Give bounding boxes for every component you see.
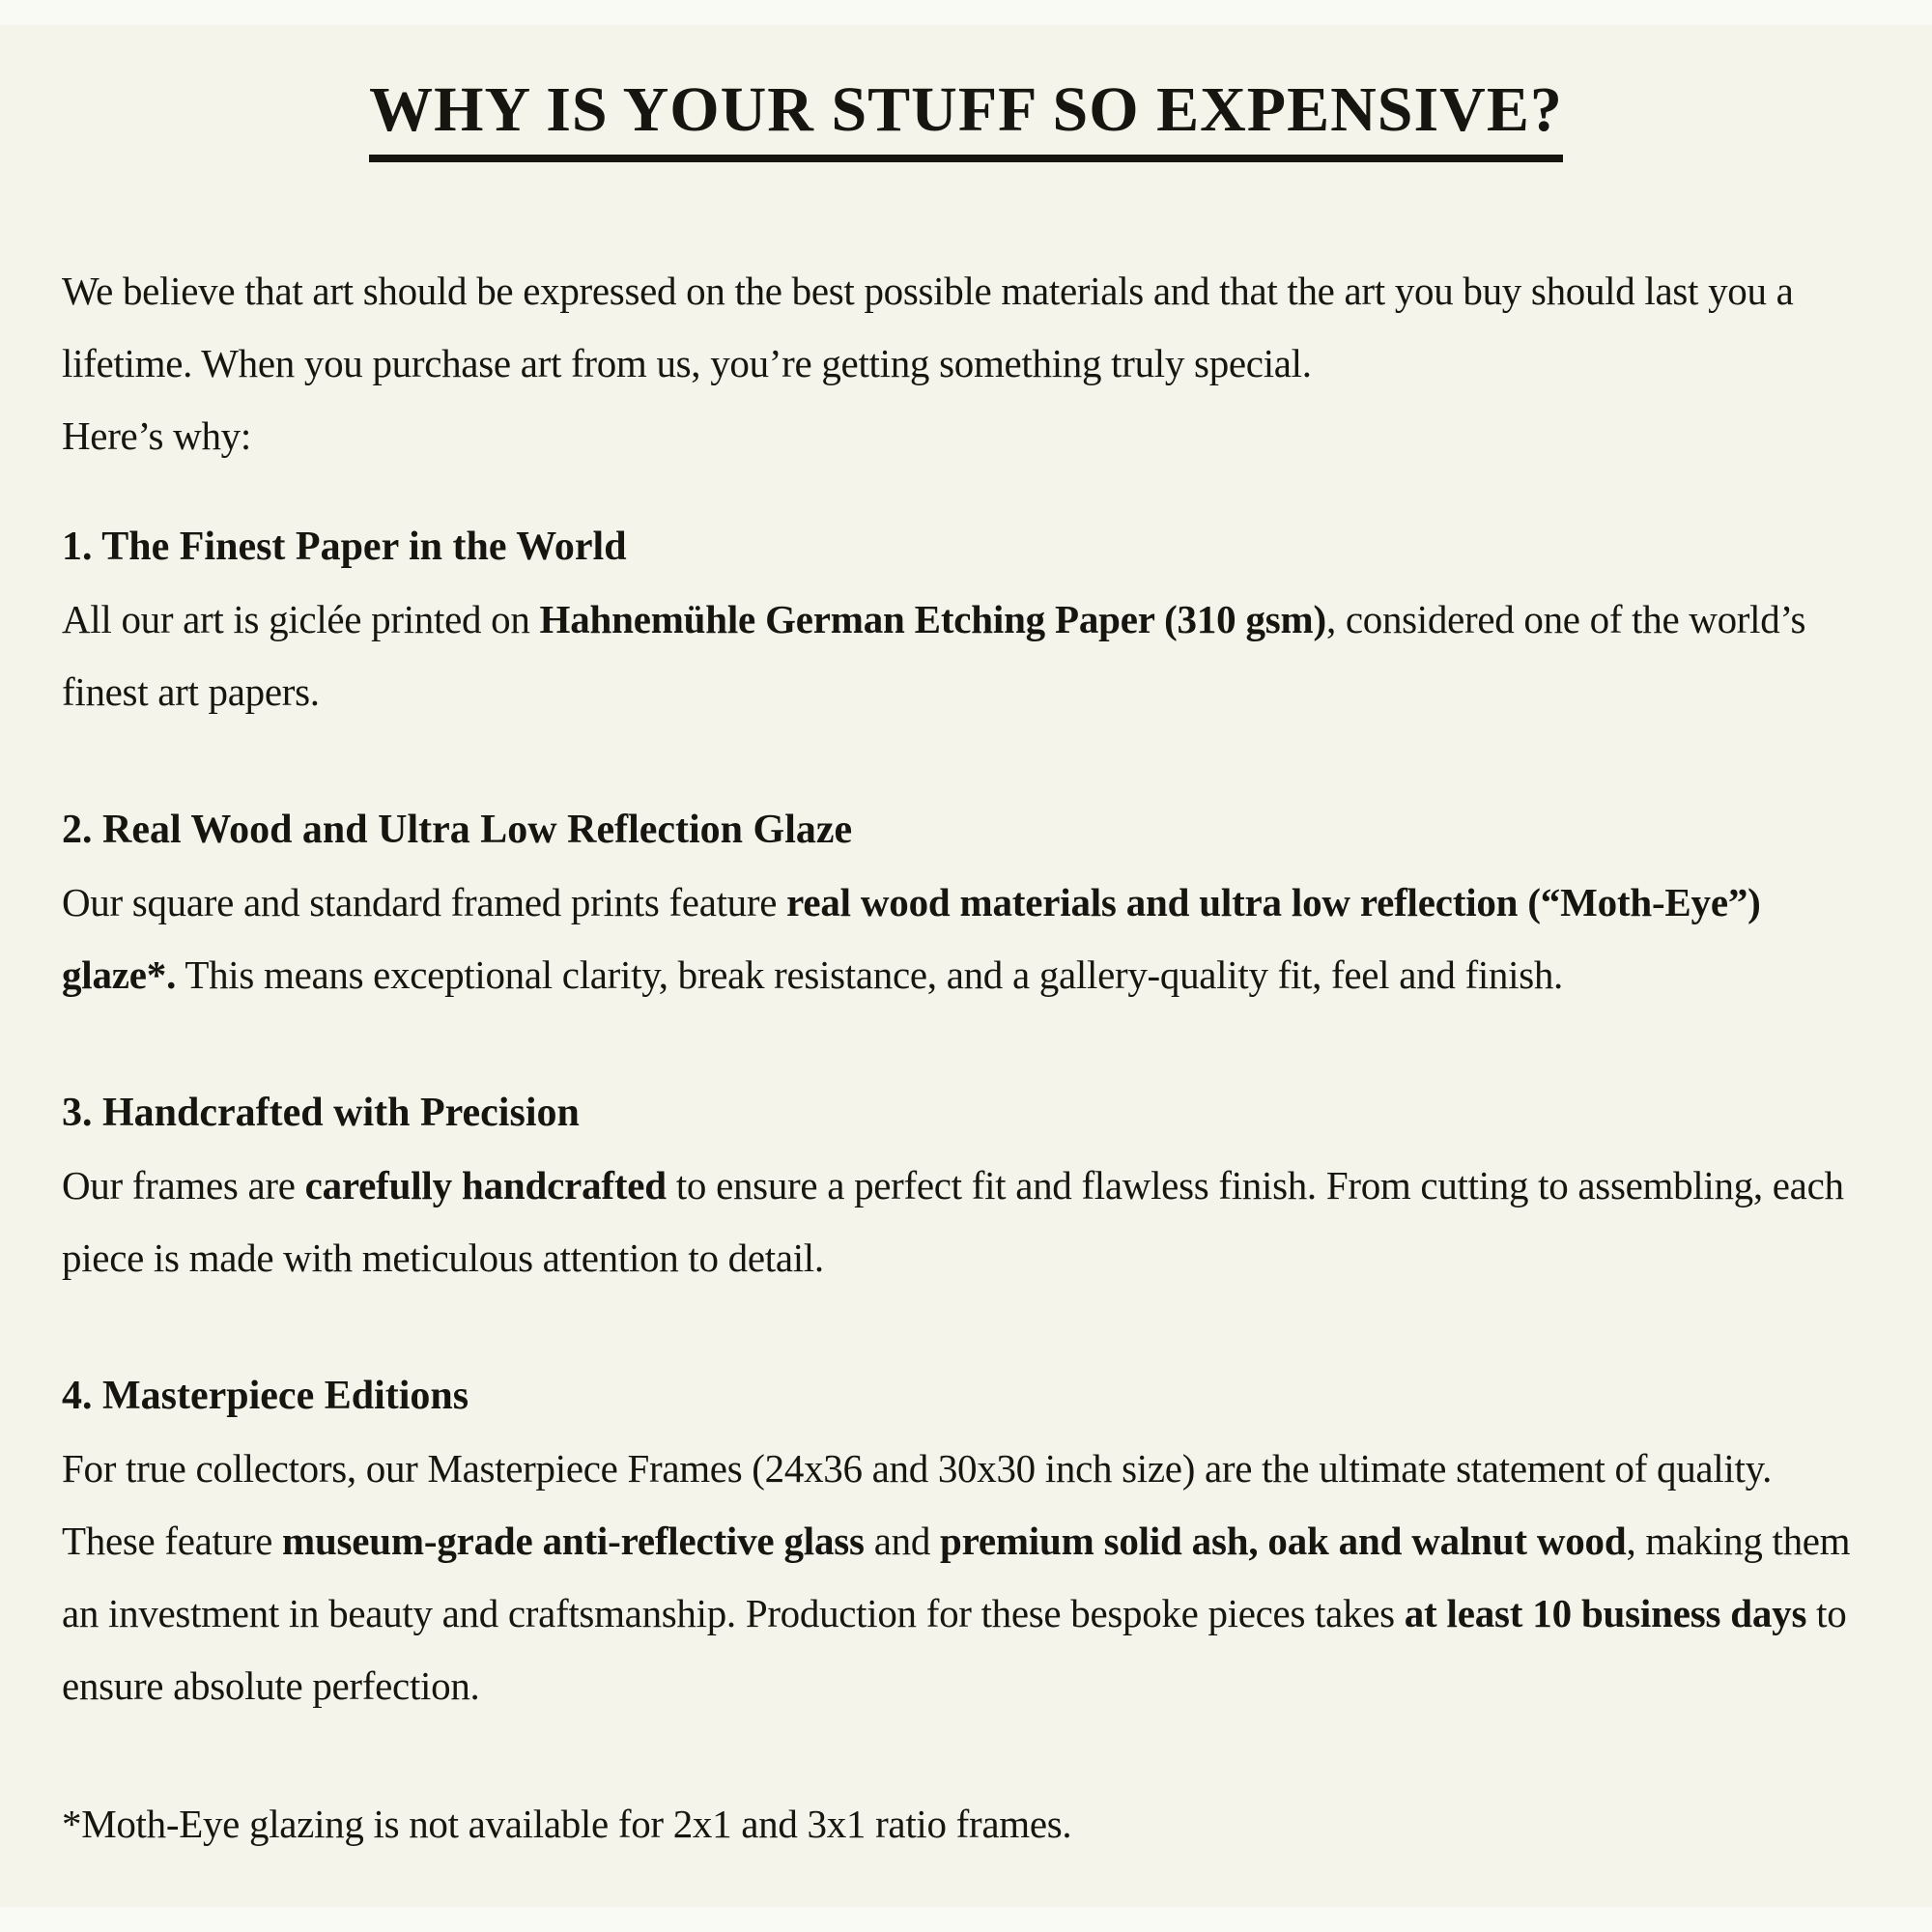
body-text: , making them an investment in beauty and craftsmanship. Production for these bespoke pieces takes — [62, 1518, 1851, 1635]
intro-paragraph — [62, 255, 1870, 472]
body-text: Our square and standard framed prints feature — [62, 879, 787, 924]
section-body — [62, 583, 1870, 728]
page-sheet — [0, 25, 1932, 1907]
intro-lead-in: Here’s why: — [62, 412, 251, 458]
body-text-bold: carefully handcrafted — [304, 1162, 667, 1208]
footnote: *Moth-Eye glazing is not available for 2x1 and 3x1 ratio frames. — [62, 1801, 1072, 1846]
section-heading: 4. Masterpiece Editions — [62, 1373, 469, 1418]
body-text: to ensure absolute perfection. — [62, 1590, 1847, 1708]
body-text: For true collectors, our Masterpiece Frames (24x36 and 30x30 inch size) are the ultimate statement of quality. These feature — [62, 1445, 1773, 1563]
body-text: to ensure a perfect fit and flawless finish. From cutting to assembling, each piece is made with meticulous attention to detail. — [62, 1162, 1844, 1280]
body-text: All our art is giclée printed on — [62, 596, 540, 641]
section-heading: 1. The Finest Paper in the World — [62, 524, 627, 569]
section-body — [62, 1433, 1870, 1722]
page-title: WHY IS YOUR STUFF SO EXPENSIVE? — [369, 73, 1563, 162]
section-body — [62, 1150, 1870, 1294]
page-content — [0, 25, 1932, 1861]
section-heading: 3. Handcrafted with Precision — [62, 1090, 580, 1135]
body-text: Our frames are — [62, 1162, 305, 1208]
section-finest-paper — [62, 511, 1870, 728]
section-heading: 2. Real Wood and Ultra Low Reflection Glaze — [62, 807, 853, 852]
title-wrap — [62, 73, 1870, 162]
body-text-bold: real wood materials and ultra low reflection (“Moth-Eye”) glaze*. — [62, 879, 1761, 997]
body-text: , considered one of the world’s finest art papers. — [62, 596, 1806, 714]
section-real-wood-glaze — [62, 794, 1870, 1011]
body-text-bold: premium solid ash, oak and walnut wood — [939, 1518, 1627, 1563]
section-handcrafted — [62, 1077, 1870, 1294]
body-text: and — [864, 1518, 940, 1563]
section-masterpiece-editions — [62, 1360, 1870, 1722]
body-text: This means exceptional clarity, break resistance, and a gallery-quality fit, feel and finish. — [176, 952, 1564, 997]
section-body — [62, 867, 1870, 1011]
body-text-bold: Hahnemühle German Etching Paper (310 gsm) — [539, 596, 1326, 641]
intro-text: We believe that art should be expressed on the best possible materials and that the art you buy should last you a lifetime. When you purchase art from us, you’re getting something truly special. — [62, 268, 1794, 385]
body-text-bold: museum-grade anti-reflective glass — [282, 1518, 865, 1563]
body-text-bold: at least 10 business days — [1404, 1590, 1807, 1635]
